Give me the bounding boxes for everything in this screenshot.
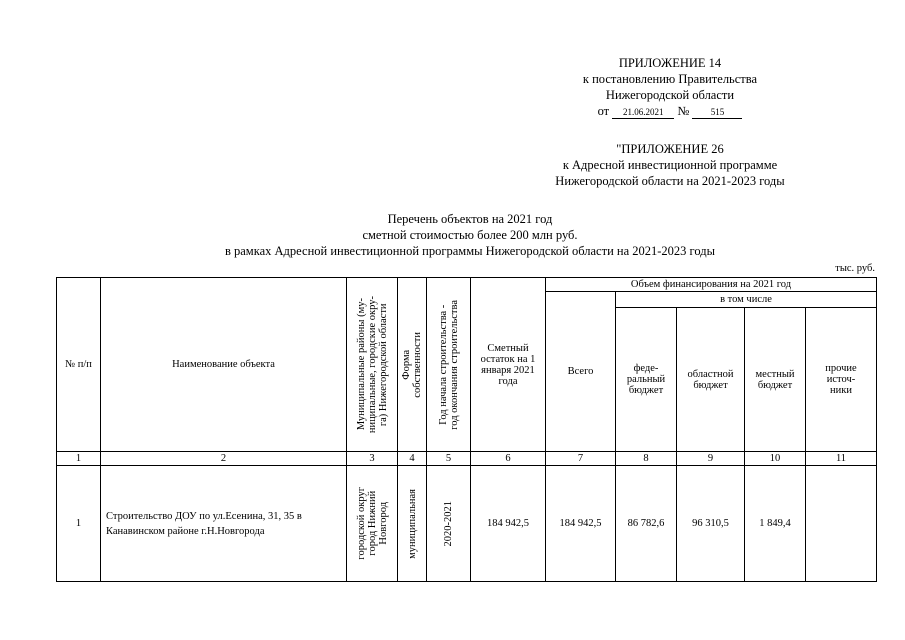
appendix-line1: к постановлению Правительства (582, 72, 758, 86)
header-regional: областной бюджет (677, 308, 745, 452)
row-years (427, 466, 471, 582)
row-num: 1 (57, 466, 101, 582)
col-number: 6 (471, 452, 546, 466)
header-years (427, 278, 471, 452)
header-local: местный бюджет (745, 308, 806, 452)
row-total: 184 942,5 (546, 466, 616, 582)
header-ownership-l2: собственности (412, 331, 423, 398)
appendix2-title: "ПРИЛОЖЕНИЕ 26 (616, 142, 724, 156)
col-number: 8 (616, 452, 677, 466)
table-row (57, 466, 877, 582)
header-total: Всего (546, 292, 616, 452)
doc-title-line3: в рамках Адресной инвестиционной программы Нижегородской области на 2021-2023 годы (224, 244, 715, 258)
number-label: № (677, 104, 690, 118)
column-numbers-row (57, 452, 877, 466)
col-number: 5 (427, 452, 471, 466)
doc-title-line1: Перечень объектов на 2021 год (387, 212, 553, 226)
col-number: 2 (101, 452, 347, 466)
header-including: в том числе (616, 292, 877, 308)
doc-title-line2: сметной стоимостью более 200 млн руб. (362, 228, 578, 242)
appendix-line2: Нижегородской области (605, 88, 735, 102)
header-federal: феде-ральный бюджет (616, 308, 677, 452)
header-years-l1: Год начала строительства - (437, 304, 449, 425)
header-years-l2: год окончания строительства (448, 299, 460, 430)
row-balance: 184 942,5 (471, 466, 546, 582)
appendix-date-line (520, 103, 820, 119)
header-municipality-l3: га) Нижегородской области (377, 303, 389, 426)
appendix2-line1: к Адресной инвестиционной программе (562, 158, 778, 172)
col-number: 11 (806, 452, 877, 466)
col-number: 7 (546, 452, 616, 466)
header-municipality-l1: Муниципальные районы (му- (355, 298, 367, 431)
row-municipality-l2: город Нижний (366, 491, 378, 556)
resolution-date: 21.06.2021 (612, 107, 674, 119)
col-number: 4 (398, 452, 427, 466)
row-ownership (398, 466, 427, 582)
doc-title (100, 211, 840, 259)
header-municipality (347, 278, 398, 452)
header-other: прочие источ-ники (806, 308, 877, 452)
row-object-name: Строительство ДОУ по ул.Есенина, 31, 35 в Канавинском районе г.Н.Новгорода (101, 466, 347, 582)
resolution-number: 515 (692, 107, 742, 119)
header-ownership-l1: Форма (401, 349, 412, 380)
row-ownership-text: муниципальная (406, 488, 418, 559)
col-number: 10 (745, 452, 806, 466)
row-regional: 96 310,5 (677, 466, 745, 582)
header-balance: Сметный остаток на 1 января 2021 года (471, 278, 546, 452)
header-municipality-l2: ниципальные, городские окру- (366, 295, 378, 434)
header-num: № п/п (57, 278, 101, 452)
appendix2-block (520, 141, 820, 189)
header-name: Наименование объекта (101, 278, 347, 452)
row-municipality-l1: городской округ (355, 487, 367, 560)
col-number: 3 (347, 452, 398, 466)
row-local: 1 849,4 (745, 466, 806, 582)
units-label: тыс. руб. (835, 263, 875, 274)
col-number: 1 (57, 452, 101, 466)
header-funding: Объем финансирования на 2021 год (546, 278, 877, 292)
from-label: от (597, 104, 610, 118)
row-years-text: 2020-2021 (443, 500, 454, 547)
header-ownership (398, 278, 427, 452)
appendix-block (520, 55, 820, 119)
row-municipality (347, 466, 398, 582)
appendix-title: ПРИЛОЖЕНИЕ 14 (618, 56, 722, 70)
row-municipality-l3: Новгород (377, 502, 389, 545)
col-number: 9 (677, 452, 745, 466)
row-federal: 86 782,6 (616, 466, 677, 582)
objects-table (56, 277, 877, 582)
appendix2-line2: Нижегородской области на 2021-2023 годы (555, 174, 785, 188)
row-other (806, 466, 877, 582)
